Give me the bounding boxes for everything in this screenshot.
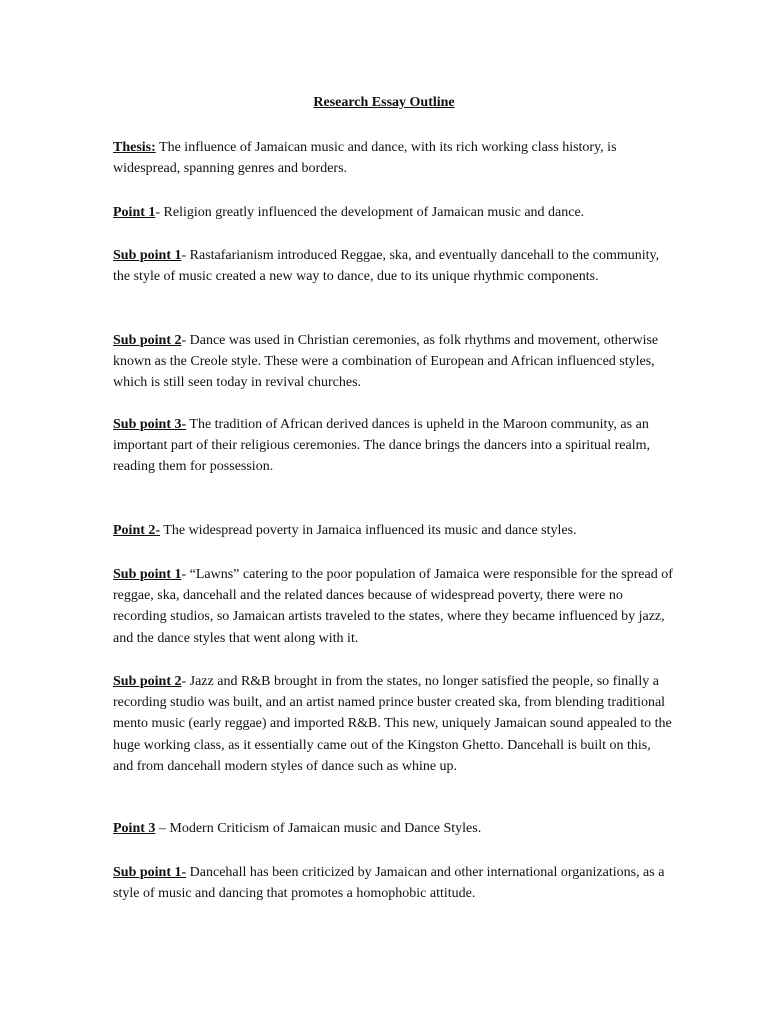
paragraph-label: Sub point 1 [113, 248, 182, 263]
point-1-sub-1-paragraph [113, 245, 673, 287]
point-2-sub-1-paragraph [113, 564, 673, 649]
point-1-sub-2-paragraph [113, 330, 673, 394]
paragraph-label: Point 1 [113, 205, 156, 220]
point-3-sub-1-paragraph [113, 862, 673, 904]
paragraph-text: The tradition of African derived dances is upheld in the Maroon community, as an important part of their religious ceremonies. The dance brings the dancers into a spiritual realm, reading them for possession. [113, 417, 651, 475]
paragraph-text: - Rastafarianism introduced Reggae, ska, and eventually dancehall to the community, the style of music created a new way to dance, due to its unique rhythmic components. [113, 248, 660, 285]
paragraph-label: Sub point 1 [113, 567, 182, 582]
paragraph-label: Sub point 2 [113, 674, 182, 689]
paragraph-text: The widespread poverty in Jamaica influenced its music and dance styles. [160, 523, 577, 538]
paragraph-label: Point 2- [113, 523, 161, 538]
paragraph-text: - Jazz and R&B brought in from the states, no longer satisfied the people, so finally a recording studio was built, and an artist named prince buster created ska, from blending traditional mento music (early reggae) and imported R&B. This new, uniquely Jamaican sound appealed to the huge working class, as it essentially came out of the Kingston Ghetto. Dancehall is built on this, and from dancehall modern styles of dance such as whine up. [113, 674, 672, 774]
page-title: Research Essay Outline [313, 95, 455, 110]
point-1-sub-3-paragraph [113, 414, 673, 478]
thesis-paragraph [113, 137, 673, 179]
point-2-paragraph [113, 520, 673, 541]
paragraph-label: Sub point 2 [113, 333, 182, 348]
paragraph-text: - Dance was used in Christian ceremonies, as folk rhythms and movement, otherwise known as the Creole style. These were a combination of European and African influenced styles, which is still seen today in revival churches. [113, 333, 659, 391]
paragraph-label: Sub point 1- [113, 865, 187, 880]
paragraph-label: Point 3 [113, 821, 156, 836]
paragraph-text: Dancehall has been criticized by Jamaican and other international organizations, as a style of music and dancing that promotes a homophobic attitude. [113, 865, 665, 902]
point-1-paragraph [113, 202, 673, 223]
paragraph-label: Sub point 3- [113, 417, 187, 432]
paragraph-text: - “Lawns” catering to the poor population of Jamaica were responsible for the spread of reggae, ska, dancehall and the related dances because of widespread poverty, there were no recording studios, so Jamaican artists traveled to the states, where they became influenced by jazz, and the dance styles that went along with it. [113, 567, 673, 646]
paragraph-text: The influence of Jamaican music and dance, with its rich working class history, is widespread, spanning genres and borders. [113, 140, 617, 177]
paragraph-text: - Religion greatly influenced the development of Jamaican music and dance. [155, 205, 585, 220]
point-3-paragraph [113, 818, 673, 839]
paragraph-label: Thesis: [113, 140, 156, 155]
paragraph-text: – Modern Criticism of Jamaican music and Dance Styles. [155, 821, 482, 836]
point-2-sub-2-paragraph [113, 671, 673, 777]
